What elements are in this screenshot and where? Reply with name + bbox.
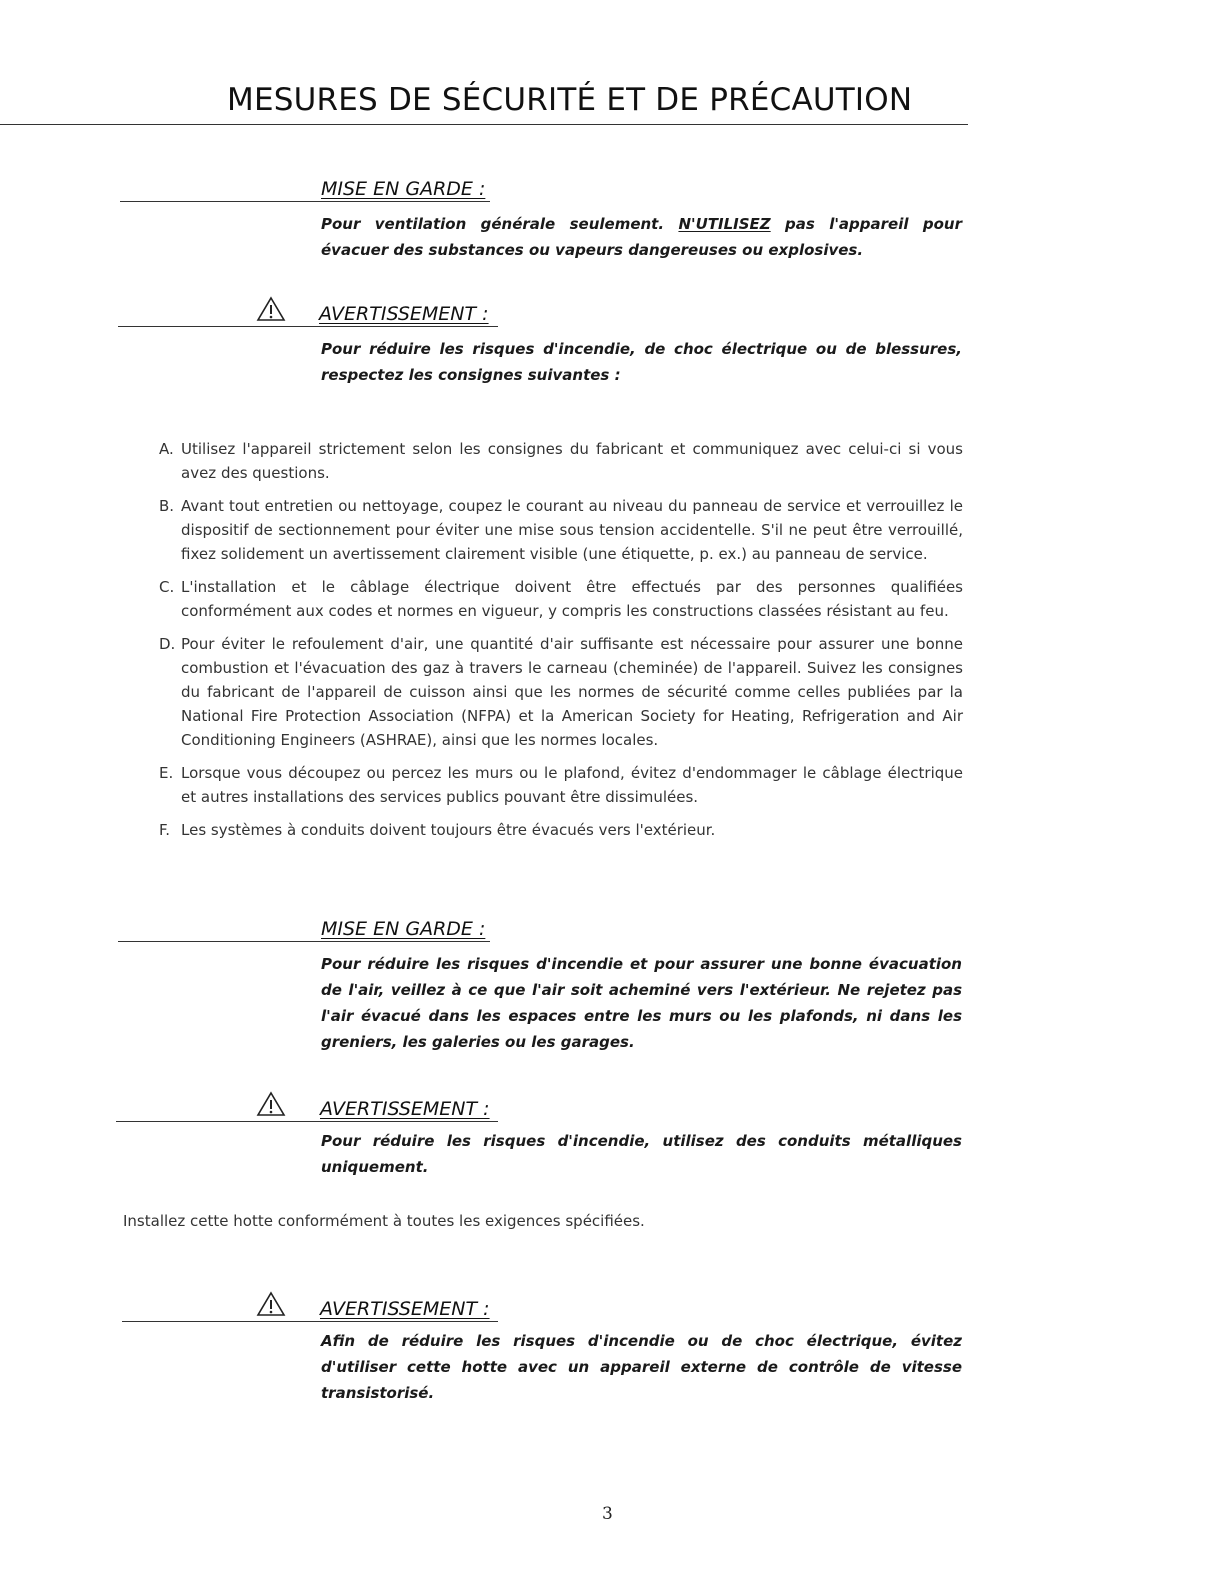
install-note: Installez cette hotte conformément à toutes les exigences spécifiées.	[123, 1212, 645, 1230]
emphasis-text: N'UTILISEZ	[678, 215, 771, 233]
list-item: F. Les systèmes à conduits doivent toujours être évacués vers l'extérieur.	[159, 821, 716, 839]
warning-triangle-icon	[256, 296, 286, 322]
page-title-text: MESURES DE SÉCURITÉ ET DE PRÉCAUTION	[227, 82, 913, 118]
caution-heading-text: MISE EN GARDE :	[321, 918, 486, 940]
warning-triangle-icon	[256, 1091, 286, 1117]
warning-heading	[116, 1091, 498, 1122]
warning-heading-text: AVERTISSEMENT :	[320, 1098, 490, 1120]
instruction-list	[155, 437, 963, 851]
warning-heading	[122, 1291, 498, 1322]
caution-heading-text: MISE EN GARDE :	[321, 178, 486, 200]
warning-triangle-icon	[256, 1291, 286, 1317]
list-item: C. L'installation et le câblage électrique doivent être effectués par des personnes qualifiées conformément aux codes et normes en vigueur, y compris les constructions classées résistant au feu.	[159, 578, 963, 620]
page-title	[0, 78, 968, 125]
caution-heading	[118, 911, 490, 942]
page-number: 3	[602, 1504, 613, 1524]
warning-text: Pour réduire les risques d'incendie, utilisez des conduits métalliques uniquement.	[321, 1132, 962, 1176]
warning-heading	[118, 296, 498, 327]
warning-heading-text: AVERTISSEMENT :	[319, 303, 489, 325]
caution-heading	[120, 171, 490, 202]
caution-text: Pour réduire les risques d'incendie et pour assurer une bonne évacuation de l'air, veillez à ce que l'air soit acheminé vers l'extérieur. Ne rejetez pas l'air évacué dans les espaces entre les murs ou les plafonds, ni dans les greniers, les galeries ou les garages.	[321, 955, 962, 1051]
warning-text: Afin de réduire les risques d'incendie ou de choc électrique, évitez d'utiliser cette hotte avec un appareil externe de contrôle de vitesse transistorisé.	[321, 1332, 962, 1402]
warning-heading-text: AVERTISSEMENT :	[320, 1298, 490, 1320]
warning-text: Pour réduire les risques d'incendie, de choc électrique ou de blessures, respectez les consignes suivantes :	[321, 340, 962, 384]
list-item: E. Lorsque vous découpez ou percez les murs ou le plafond, évitez d'endommager le câblage électrique et autres installations des services publics pouvant être dissimulées.	[159, 764, 963, 806]
caution-text: Pour ventilation générale seulement. N'UTILISEZ pas l'appareil pour évacuer des substances ou vapeurs dangereuses ou explosives.	[321, 215, 962, 259]
list-item: D. Pour éviter le refoulement d'air, une quantité d'air suffisante est nécessaire pour assurer une bonne combustion et l'évacuation des gaz à travers le carneau (cheminée) de l'appareil. Suivez les consignes du fabricant de l'appareil de cuisson ainsi que les normes de sécurité comme celles publiées par la National Fire Protection Association (NFPA) et la American Society for Heating, Refrigeration and Air Conditioning Engineers (ASHRAE), ainsi que les normes locales.	[159, 635, 963, 749]
list-item: A. Utilisez l'appareil strictement selon les consignes du fabricant et communiquez avec celui-ci si vous avez des questions.	[159, 440, 963, 482]
list-item: B. Avant tout entretien ou nettoyage, coupez le courant au niveau du panneau de service et verrouillez le dispositif de sectionnement pour éviter une mise sous tension accidentelle. S'il ne peut être verrouillé, fixez solidement un avertissement clairement visible (une étiquette, p. ex.) au panneau de service.	[159, 497, 963, 563]
